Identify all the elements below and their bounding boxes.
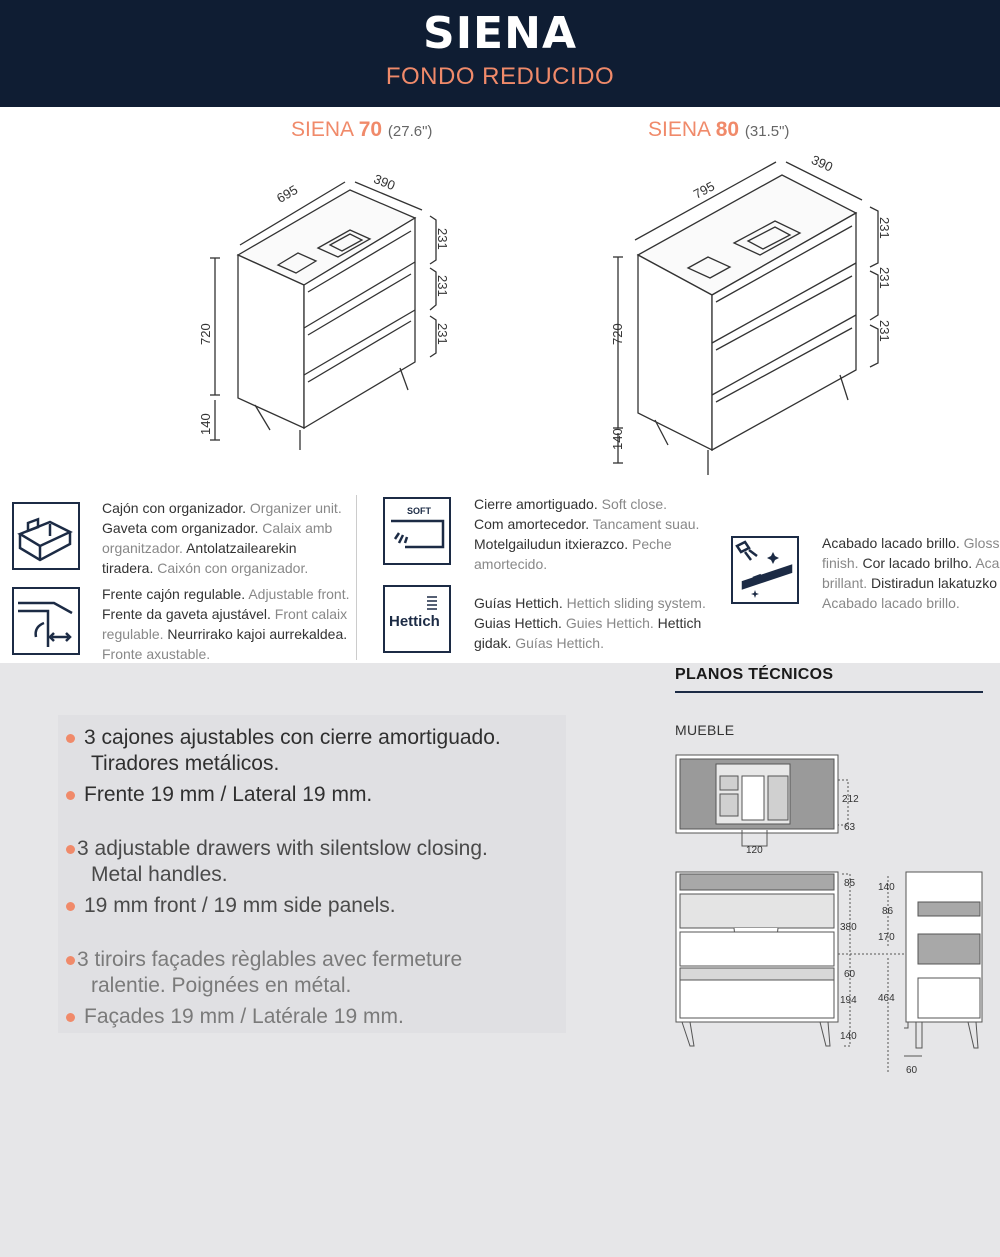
hettich-logo-icon: [383, 585, 451, 653]
svg-text:SOFT: SOFT: [407, 506, 431, 516]
svg-text:720: 720: [610, 323, 625, 345]
svg-text:140: 140: [610, 428, 625, 450]
svg-text:170: 170: [878, 932, 895, 943]
product-title: SIENA: [423, 8, 577, 59]
svg-text:380: 380: [840, 922, 857, 933]
adjustable-front-icon: [12, 587, 80, 655]
svg-text:86: 86: [882, 906, 894, 917]
bullets-spanish: 3 cajones ajustables con cierre amortiguado. Tiradores metálicos. Frente 19 mm / Lateral 19 mm.: [64, 725, 501, 808]
tech-plans-rule: [675, 691, 983, 693]
svg-text:464: 464: [878, 993, 895, 1004]
svg-text:140: 140: [878, 882, 895, 893]
description-bullets: [58, 715, 566, 1033]
siena-70-drawing: [190, 160, 460, 460]
svg-text:231: 231: [877, 267, 892, 289]
svg-text:231: 231: [435, 228, 450, 250]
svg-text:140: 140: [840, 1031, 857, 1042]
feature-organizer-text: [102, 498, 342, 578]
organizer-line-1: Cajón con organizador. Organizer unit.: [102, 500, 342, 516]
svg-text:120: 120: [746, 845, 763, 856]
tech-top-view: [672, 750, 872, 860]
svg-text:695: 695: [273, 181, 301, 206]
svg-text:231: 231: [435, 323, 450, 345]
mueble-label: MUEBLE: [675, 722, 735, 738]
tech-side-view: [872, 868, 987, 1078]
product-subtitle: FONDO REDUCIDO: [385, 63, 615, 90]
feature-adjustable-text: Frente cajón regulable. Adjustable front. Frente da gaveta ajustável. Front calaix regulable. Neurrirako kajoi aurrekaldea. Fronte axustable.: [102, 586, 350, 662]
organizer-line-4: tiradera. Caixón con organizador.: [102, 560, 309, 576]
svg-text:194: 194: [840, 995, 857, 1006]
soft-close-icon: [383, 497, 451, 565]
svg-text:231: 231: [877, 217, 892, 239]
svg-text:795: 795: [690, 178, 718, 202]
svg-text:212: 212: [842, 794, 859, 805]
feature-gloss-text: Acabado lacado brillo. Gloss finish. Cor lacado brilho. Aca brillant. Distiradun lakatuzko Acabado lacado brillo.: [822, 535, 1000, 611]
svg-text:85: 85: [844, 878, 856, 889]
svg-text:63: 63: [844, 822, 856, 833]
organizer-line-2: Gaveta com organizador. Calaix amb: [102, 520, 333, 536]
feature-soft-text: Cierre amortiguado. Soft close. Com amortecedor. Tancament suau. Motelgailudun itxierazco. Peche amortecido.: [474, 496, 700, 572]
model-label-70: SIENA 70 (27.6"): [291, 118, 433, 141]
feature-hettich-text: Guías Hettich. Hettich sliding system. Guias Hettich. Guies Hettich. Hettich gidak. Guías Hettich.: [474, 595, 706, 651]
bullets-french: 3 tiroirs façades règlables avec fermeture ralentie. Poignées en métal. Façades 19 mm / Latérale 19 mm.: [64, 947, 462, 1030]
svg-text:231: 231: [877, 320, 892, 342]
svg-text:140: 140: [198, 413, 213, 435]
svg-text:390: 390: [809, 152, 836, 175]
model-label-80: SIENA 80 (31.5"): [648, 118, 790, 141]
feature-separator: [356, 495, 357, 660]
svg-text:231: 231: [435, 275, 450, 297]
svg-text:60: 60: [906, 1065, 918, 1076]
bullets-english: 3 adjustable drawers with silentslow closing. Metal handles. 19 mm front / 19 mm side panels.: [64, 836, 488, 919]
tech-plans-title: PLANOS TÉCNICOS: [675, 666, 834, 683]
drawer-organizer-icon: [12, 502, 80, 570]
organizer-line-3: organitzador. Antolatzailearekin: [102, 540, 297, 556]
svg-text:Hettich: Hettich: [389, 613, 440, 630]
svg-text:60: 60: [844, 969, 856, 980]
tech-front-view: [672, 868, 872, 1053]
gloss-finish-icon: [731, 536, 799, 604]
svg-text:720: 720: [198, 323, 213, 345]
siena-80-drawing: [600, 145, 900, 480]
svg-text:390: 390: [371, 171, 398, 194]
header-banner: [0, 0, 1000, 107]
